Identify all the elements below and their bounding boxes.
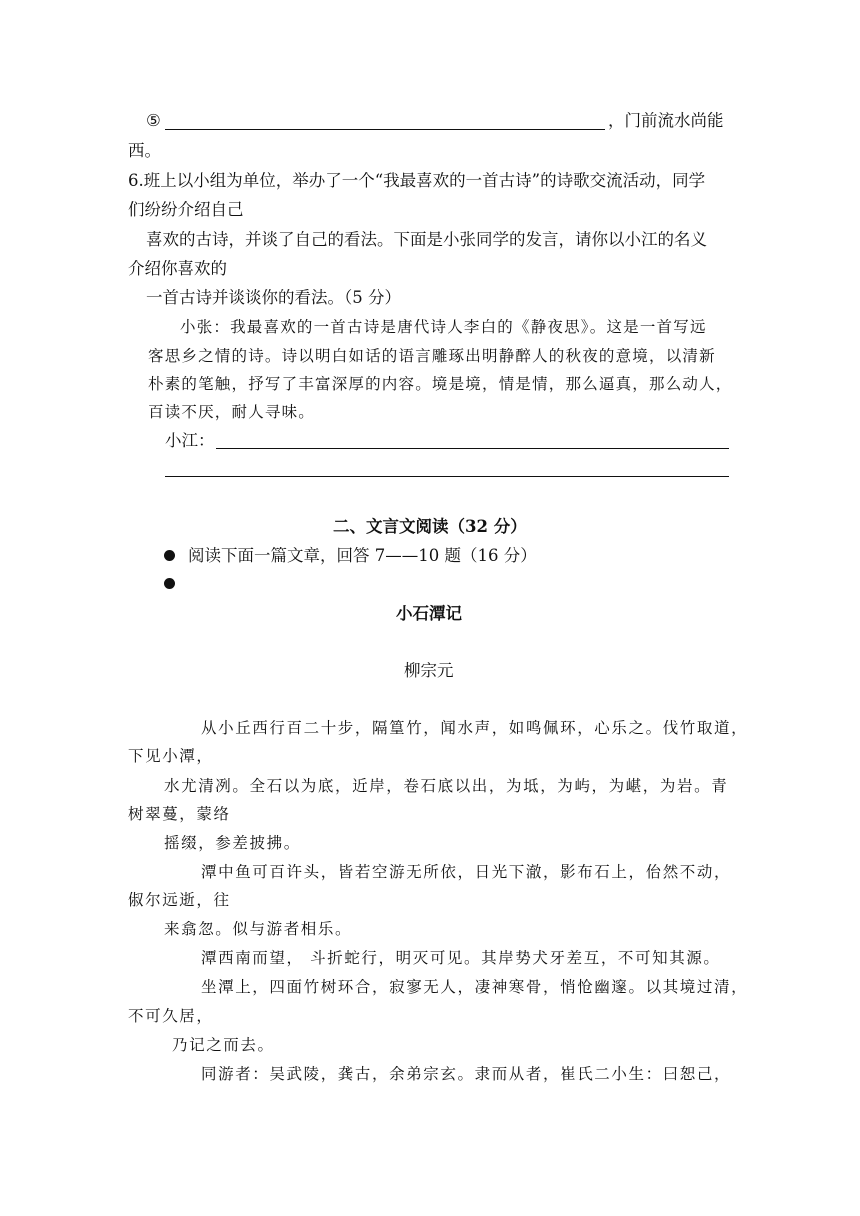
zhang-line4: 百读不厌，耐人寻味。 bbox=[148, 403, 316, 421]
jiang-label: 小江： bbox=[165, 431, 215, 450]
article-line: 水尤清冽。全石以为底，近岸，卷石底以出，为坻，为屿，为嵁，为岩。青 bbox=[164, 777, 729, 795]
article-line: 同游者：吴武陵，龚古，余弟宗玄。隶而从者，崔氏二小生：曰恕己， bbox=[201, 1065, 732, 1083]
section2-heading: 二、文言文阅读（32 分） bbox=[333, 517, 527, 536]
q5-tail: ，门前流水尚能 bbox=[608, 111, 724, 130]
article-line: 潭中鱼可百许头，皆若空游无所依，日光下澈，影布石上，佁然不动， bbox=[201, 863, 732, 881]
jiang-answer-line-1[interactable] bbox=[216, 448, 729, 449]
q6-line3: 喜欢的古诗，并谈了自己的看法。下面是小张同学的发言，请你以小江的名义 bbox=[146, 230, 707, 249]
q5-answer-line[interactable] bbox=[165, 129, 605, 130]
article-line: 摇缀，参差披拂。 bbox=[164, 834, 301, 852]
bullet-icon bbox=[164, 578, 175, 589]
zhang-line1: 小张：我最喜欢的一首古诗是唐代诗人李白的《静夜思》。这是一首写远 bbox=[180, 318, 707, 336]
article-line: 不可久居， bbox=[128, 1007, 214, 1025]
section2-bullet1: 阅读下面一篇文章，回答 7——10 题（16 分） bbox=[188, 546, 537, 565]
article-line: 乃记之而去。 bbox=[172, 1036, 275, 1054]
q6-line5: 一首古诗并谈谈你的看法。（5 分） bbox=[146, 288, 401, 307]
q6-line1: 6.班上以小组为单位，举办了一个“我最喜欢的一首古诗”的诗歌交流活动，同学 bbox=[128, 171, 706, 190]
article-line: 下见小潭， bbox=[128, 747, 214, 765]
article-author: 柳宗元 bbox=[404, 661, 454, 680]
q5-marker: ⑤ bbox=[146, 111, 161, 130]
article-title: 小石潭记 bbox=[396, 604, 462, 623]
zhang-line3: 朴素的笔触，抒写了丰富深厚的内容。境是境，情是情，那么逼真，那么动人， bbox=[148, 375, 733, 393]
article-line: 潭西南而望， 斗折蛇行，明灭可见。其岸势犬牙差互，不可知其源。 bbox=[201, 949, 721, 967]
article-line: 来翕忽。似与游者相乐。 bbox=[164, 920, 353, 938]
article-line: 从小丘西行百二十步，隔篁竹，闻水声，如鸣佩环，心乐之。伐竹取道， bbox=[201, 719, 749, 737]
article-line: 树翠蔓，蒙络 bbox=[128, 805, 231, 823]
bullet-icon bbox=[164, 550, 175, 561]
q6-line2: 们纷纷介绍自己 bbox=[128, 200, 244, 219]
zhang-line2: 客思乡之情的诗。诗以明白如话的语言雕琢出明静醉人的秋夜的意境，以清新 bbox=[148, 347, 716, 365]
article-line: 坐潭上，四面竹树环合，寂寥无人，凄神寒骨，悄怆幽邃。以其境过清， bbox=[201, 978, 749, 996]
article-line: 俶尔远逝，往 bbox=[128, 891, 231, 909]
q6-line4: 介绍你喜欢的 bbox=[128, 259, 227, 278]
jiang-answer-line-2[interactable] bbox=[165, 476, 729, 477]
q5-tail2: 西。 bbox=[128, 141, 161, 160]
